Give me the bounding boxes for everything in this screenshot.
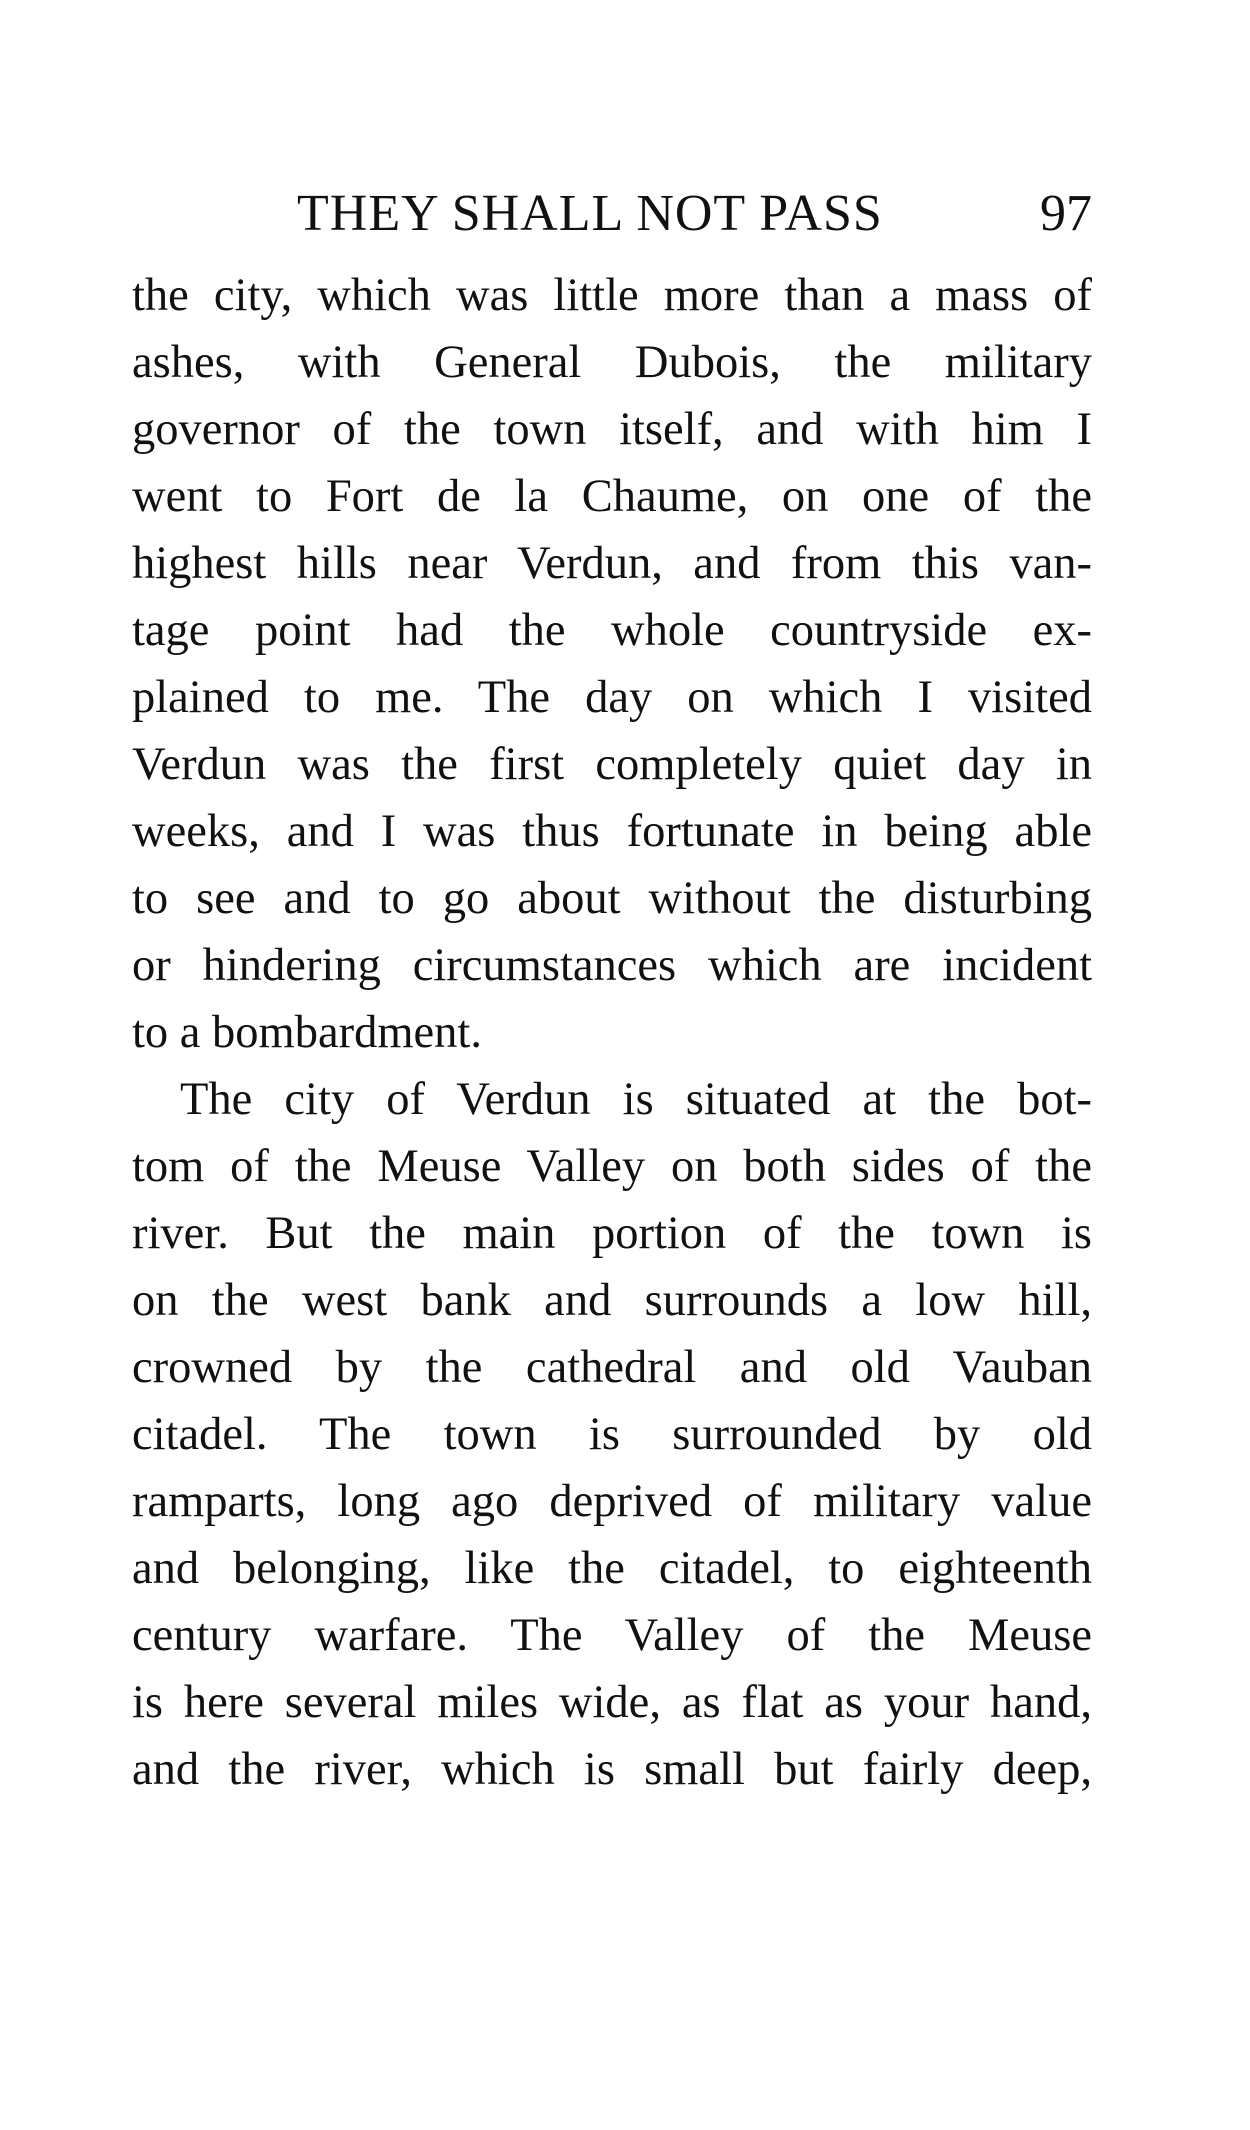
text-line: plained to me. The day on which I visited	[132, 672, 1092, 723]
text-line: crowned by the cathedral and old Vauban	[132, 1342, 1092, 1393]
text-line: The city of Verdun is situated at the bot-	[180, 1074, 1092, 1125]
text-line: tage point had the whole countryside ex-	[132, 605, 1092, 656]
running-head	[132, 184, 1092, 244]
text-line: or hindering circumstances which are incident	[132, 940, 1092, 991]
body-text	[132, 262, 1092, 1803]
text-line: went to Fort de la Chaume, on one of the	[132, 471, 1092, 522]
text-line: highest hills near Verdun, and from this van-	[132, 538, 1092, 589]
text-line: the city, which was little more than a mass of	[132, 270, 1092, 321]
text-line: weeks, and I was thus fortunate in being able	[132, 806, 1092, 857]
text-line: ramparts, long ago deprived of military value	[132, 1476, 1092, 1527]
text-line: and the river, which is small but fairly deep,	[132, 1744, 1092, 1795]
text-line: is here several miles wide, as flat as your hand,	[132, 1677, 1092, 1728]
paragraph-1	[132, 262, 1092, 1066]
text-line: tom of the Meuse Valley on both sides of the	[132, 1141, 1092, 1192]
text-line: to see and to go about without the disturbing	[132, 873, 1092, 924]
paragraph-2	[132, 1066, 1092, 1803]
text-line: ashes, with General Dubois, the military	[132, 337, 1092, 388]
text-line: to a bombardment.	[132, 1007, 482, 1058]
text-line: governor of the town itself, and with him I	[132, 404, 1092, 455]
page-number: 97	[1040, 185, 1092, 242]
text-line: citadel. The town is surrounded by old	[132, 1409, 1092, 1460]
text-line: river. But the main portion of the town is	[132, 1208, 1092, 1259]
text-line: and belonging, like the citadel, to eighteenth	[132, 1543, 1092, 1594]
text-line: Verdun was the first completely quiet day in	[132, 739, 1092, 790]
text-line: on the west bank and surrounds a low hill,	[132, 1275, 1092, 1326]
text-line: century warfare. The Valley of the Meuse	[132, 1610, 1092, 1661]
running-title: THEY SHALL NOT PASS	[297, 185, 883, 242]
